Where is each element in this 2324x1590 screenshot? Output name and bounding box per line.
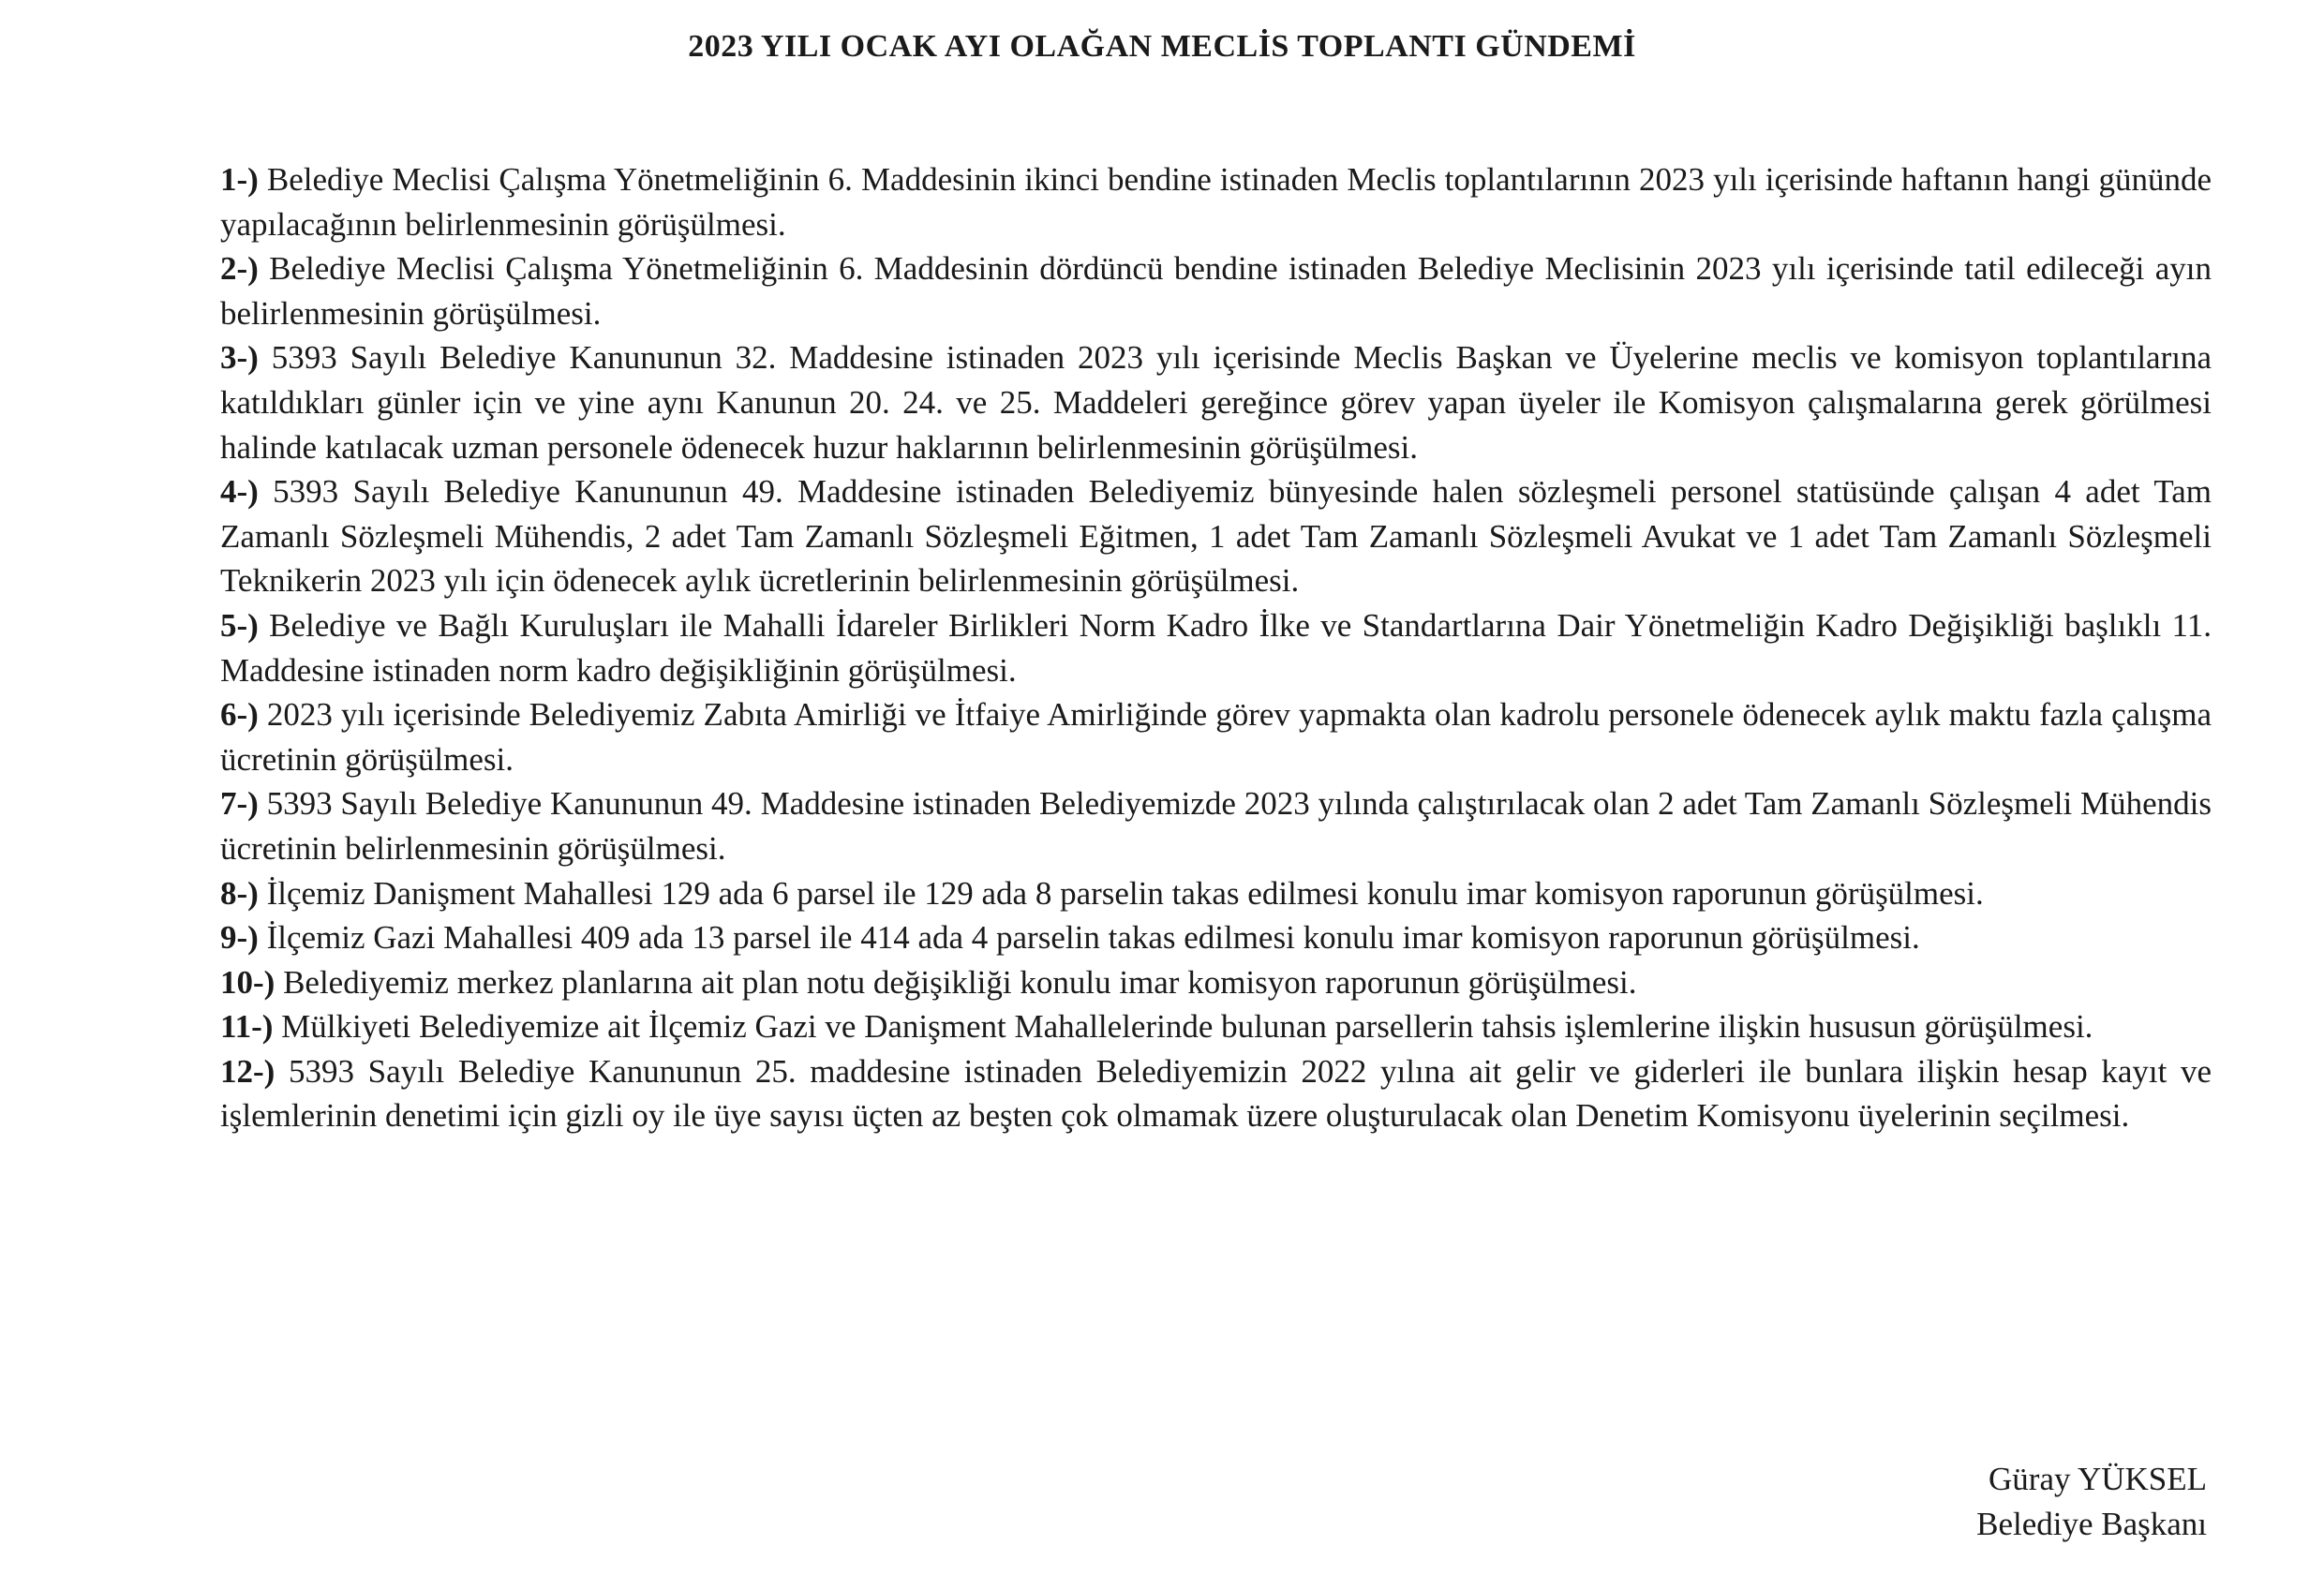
agenda-item <box>220 469 2212 603</box>
agenda-item-text: 5393 Sayılı Belediye Kanununun 32. Maddesine istinaden 2023 yılı içerisinde Meclis Başkan ve Üyelerine meclis ve komisyon toplantılarına katıldıkları günler için ve yine aynı Kanunun 20. 24. ve 25. Maddeleri gereğince görev yapan üyeler ile Komisyon çalışmalarına gerek görülmesi halinde katılacak uzman personele ödenecek huzur haklarının belirlenmesinin görüşülmesi. <box>220 339 2212 466</box>
document-title: 2023 YILI OCAK AYI OLAĞAN MECLİS TOPLANTI GÜNDEMİ <box>688 29 1636 64</box>
agenda-item-text: 5393 Sayılı Belediye Kanununun 49. Maddesine istinaden Belediyemizde 2023 yılında çalıştırılacak olan 2 adet Tam Zamanlı Sözleşmeli Mühendis ücretinin belirlenmesinin görüşülmesi. <box>220 785 2212 867</box>
agenda-item-text: Belediyemiz merkez planlarına ait plan notu değişikliği konulu imar komisyon raporunun görüşülmesi. <box>283 963 1637 1001</box>
agenda-item-text: Mülkiyeti Belediyemize ait İlçemiz Gazi ve Danişment Mahallelerinde bulunan parsellerin tahsis işlemlerine ilişkin hususun görüşülmesi. <box>281 1008 2093 1046</box>
agenda-item-number: 4-) <box>220 473 259 511</box>
agenda-item-text: Belediye Meclisi Çalışma Yönetmeliğinin 6. Maddesinin dördüncü bendine istinaden Belediye Meclisinin 2023 yılı içerisinde tatil edileceği ayın belirlenmesinin görüşülmesi. <box>220 250 2212 332</box>
agenda-item-number: 7-) <box>220 785 259 823</box>
agenda-item <box>220 781 2212 870</box>
agenda-item <box>220 1004 2212 1049</box>
agenda-item-number: 3-) <box>220 339 259 377</box>
agenda-item-number: 1-) <box>220 161 259 198</box>
agenda-item-number: 9-) <box>220 919 259 957</box>
agenda-item-text: 5393 Sayılı Belediye Kanununun 25. maddesine istinaden Belediyemizin 2022 yılına ait gelir ve giderleri ile bunlara ilişkin hesap kayıt ve işlemlerinin denetimi için gizli oy ile üye sayısı üçten az beşten çok olmamak üzere oluşturulacak olan Denetim Komisyonu üyelerinin seçilmesi. <box>220 1052 2212 1135</box>
agenda-item-text: 5393 Sayılı Belediye Kanununun 49. Maddesine istinaden Belediyemiz bünyesinde halen sözleşmeli personel statüsünde çalışan 4 adet Tam Zamanlı Sözleşmeli Mühendis, 2 adet Tam Zamanlı Sözleşmeli Eğitmen, 1 adet Tam Zamanlı Sözleşmeli Avukat ve 1 adet Tam Zamanlı Sözleşmeli Teknikerin 2023 yılı için ödenecek aylık ücretlerinin belirlenmesinin görüşülmesi. <box>220 473 2212 600</box>
agenda-item-text: İlçemiz Danişment Mahallesi 129 ada 6 parsel ile 129 ada 8 parselin takas edilmesi konulu imar komisyon raporunun görüşülmesi. <box>266 874 1984 912</box>
agenda-item-text: 2023 yılı içerisinde Belediyemiz Zabıta Amirliği ve İtfaiye Amirliğinde görev yapmakta olan kadrolu personele ödenecek aylık maktu fazla çalışma ücretinin görüşülmesi. <box>220 696 2212 778</box>
agenda-item-number: 2-) <box>220 250 259 288</box>
agenda-item <box>220 157 2212 246</box>
agenda-item <box>220 871 2212 916</box>
agenda-item-text: Belediye Meclisi Çalışma Yönetmeliğinin 6. Maddesinin ikinci bendine istinaden Meclis toplantılarının 2023 yılı içerisinde haftanın hangi gününde yapılacağının belirlenmesinin görüşülmesi. <box>220 161 2212 243</box>
agenda-item-number: 10-) <box>220 963 276 1001</box>
agenda-item-text: İlçemiz Gazi Mahallesi 409 ada 13 parsel ile 414 ada 4 parselin takas edilmesi konulu imar komisyon raporunun görüşülmesi. <box>266 919 1920 957</box>
agenda-item-number: 11-) <box>220 1008 274 1046</box>
agenda-item-number: 8-) <box>220 874 259 912</box>
agenda-item-number: 5-) <box>220 606 259 644</box>
agenda-item <box>220 915 2212 960</box>
agenda-item-number: 12-) <box>220 1052 276 1090</box>
agenda-item <box>220 246 2212 335</box>
agenda-item <box>220 603 2212 692</box>
agenda-item <box>220 692 2212 781</box>
agenda-item <box>220 1049 2212 1138</box>
agenda-item-number: 6-) <box>220 696 259 734</box>
signatory-name: Güray YÜKSEL <box>1989 1461 2207 1497</box>
agenda-item-text: Belediye ve Bağlı Kuruluşları ile Mahalli İdareler Birlikleri Norm Kadro İlke ve Standartlarına Dair Yönetmeliğin Kadro Değişikliği başlıklı 11. Maddesine istinaden norm kadro değişikliğinin görüşülmesi. <box>220 606 2212 689</box>
signature-block <box>1976 1457 2207 1547</box>
agenda-item <box>220 960 2212 1005</box>
agenda-item <box>220 335 2212 469</box>
signatory-title: Belediye Başkanı <box>1976 1506 2207 1542</box>
agenda-list <box>220 157 2212 1138</box>
